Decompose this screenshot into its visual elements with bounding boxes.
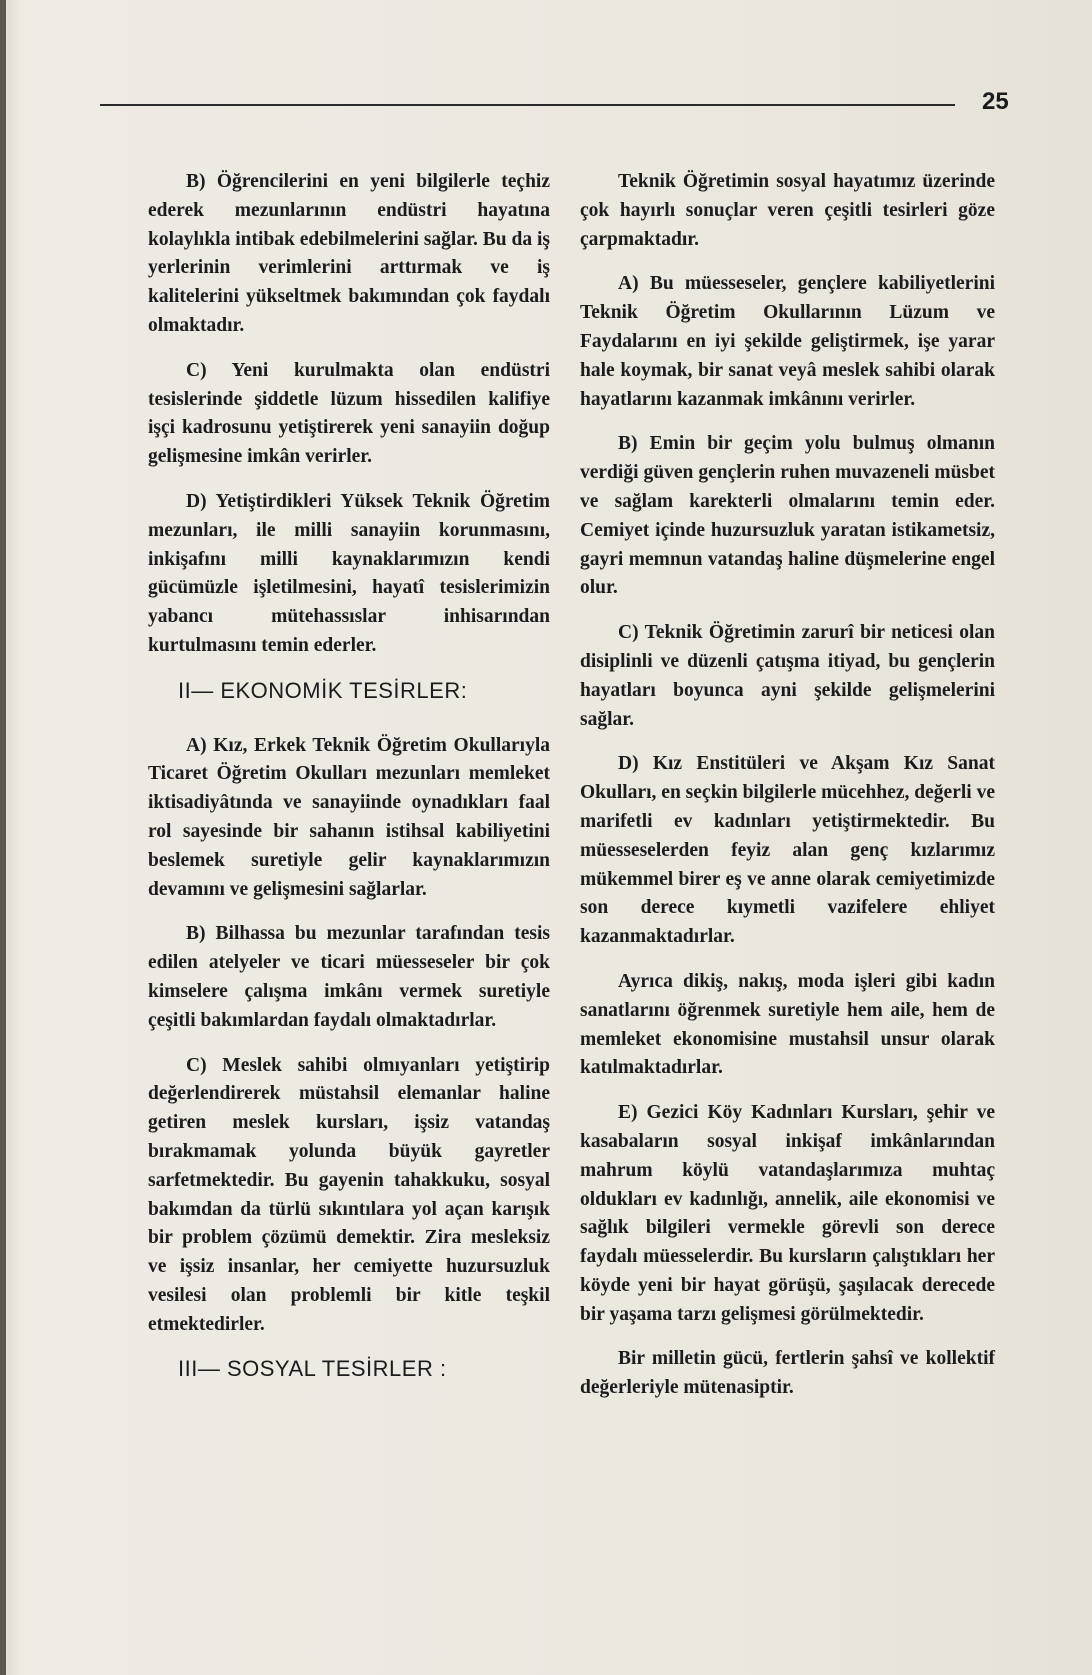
page-number: 25 bbox=[982, 88, 1009, 115]
paragraph: C) Teknik Öğretimin zarurî bir neticesi olan disiplinli ve düzenli çatışma itiyad, bu gençlerin hayatları boyunca ayni şekilde gelişmelerini sağlar. bbox=[580, 622, 995, 730]
paragraph: Teknik Öğretimin sosyal hayatımız üzerinde çok hayırlı sonuçlar veren çeşitli tesirleri göze çarpmaktadır. bbox=[580, 171, 995, 250]
paragraph: A) Kız, Erkek Teknik Öğretim Okullarıyla Ticaret Öğretim Okulları mezunları memleket iktisadiyâtında ve sanayiinde oynadıkları faal rol sayesinde bir sahanın istihsal kabiliyetini beslemek suretiyle gelir kaynaklarımızın devamını ve gelişmesini sağlarlar. bbox=[148, 734, 550, 900]
paragraph: B) Bilhassa bu mezunlar tarafından tesis edilen atelyeler ve ticari müesseseler bir çok kimselere çalışma imkânı vermek suretiyle çeşitli bakımlardan faydalı olmaktadırlar. bbox=[148, 923, 550, 1031]
paragraph: Bir milletin gücü, fertlerin şahsî ve kollektif değerleriyle mütenasiptir. bbox=[580, 1348, 995, 1399]
paragraph: D) Kız Enstitüleri ve Akşam Kız Sanat Okulları, en seçkin bilgilerle mücehhez, değerli ve marifetli ev kadınları yetiştirmektedir. Bu müesseselerden feyiz alan genç kızlarımız mükemmel birer eş ve anne olarak cemiyetimizde son derece kıymetli vazifelere ehliyet kazanmaktadırlar. bbox=[580, 753, 995, 948]
paragraph: A) Bu müesseseler, gençlere kabiliyetlerini Teknik Öğretim Okullarının Lüzum ve Faydalarını en iyi şekilde geliştirmek, işe yarar hale koymak, bir sanat veyâ meslek sahibi olarak hayatlarını kazanmak imkânını verirler. bbox=[580, 273, 995, 410]
section-heading: II— EKONOMİK TESİRLER: bbox=[178, 677, 468, 703]
paragraph: C) Yeni kurulmakta olan endüstri tesislerinde şiddetle lüzum hissedilen kalifiye işçi kadrosunu yetiştirerek yeni sanayiin doğup gelişmesine imkân verirler. bbox=[148, 359, 550, 468]
paragraph: E) Gezici Köy Kadınları Kursları, şehir ve kasabaların sosyal inkişaf imkânlarından mahrum köylü vatandaşlarımıza muhtaç oldukları ev kadınlığı, annelik, aile ekonomisi ve sağlık bilgileri vermekle görevli son derece faydalı müesselerdir. Bu kursların çalıştıkları her köyde yeni bir hayat görüşü, şaşılacak derecede bir yaşama tarzı gelişmesi görülmektedir. bbox=[580, 1102, 995, 1325]
paragraph: Ayrıca dikiş, nakış, moda işleri gibi kadın sanatlarını öğrenmek suretiyle hem aile, hem de memleket ekonomisine mustahsil unsur olarak katılmaktadırlar. bbox=[580, 970, 995, 1079]
paragraph: B) Öğrencilerini en yeni bilgilerle teçhiz ederek mezunlarının endüstri hayatına kolaylıkla intibak edebilmelerini sağlar. Bu da iş yerlerinin verimlerini arttırmak ve iş kalitelerini yükseltmek bakımından çok faydalı olmaktadır. bbox=[148, 171, 550, 336]
book-spine-edge bbox=[0, 0, 6, 1675]
right-column bbox=[580, 168, 995, 1419]
paragraph: D) Yetiştirdikleri Yüksek Teknik Öğretim mezunları, ile milli sanayiin korunmasını, inkişafını milli kaynaklarımızın kendi gücümüzle işletilmesini, hayatî tesislerimizin yabancı mütehassıslar inhisarından kurtulmasını temin ederler. bbox=[148, 490, 550, 656]
paragraph: C) Meslek sahibi olmıyanları yetiştirip değerlendirerek müstahsil elemanlar haline getiren meslek kursları, işsiz vatandaş bırakmamak yolunda büyük gayretler sarfetmektedir. Bu gayenin tahakkuku, sosyal bakımdan da türlü sıkıntılara yol açan karışık bir problem çözümü demektir. Zira meslеksiz ve işsiz insanlar, her cemiyette huzursuzluk vesilesi olan problemli bir kitle teşkil etmektedirler. bbox=[148, 1054, 550, 1335]
paragraph: B) Emin bir geçim yolu bulmuş olmanın verdiği güven gençlerin ruhen muvazeneli müsbet ve sağlam karekterli olmalarını temin eder. Cemiyet içinde huzursuzluk yaratan istikametsiz, gayri memnun vatandaş haline düşmelerine engel olur. bbox=[580, 433, 995, 599]
left-column bbox=[148, 168, 550, 1410]
header-rule bbox=[100, 104, 955, 106]
section-heading: III— SOSYAL TESİRLER : bbox=[178, 1356, 447, 1382]
